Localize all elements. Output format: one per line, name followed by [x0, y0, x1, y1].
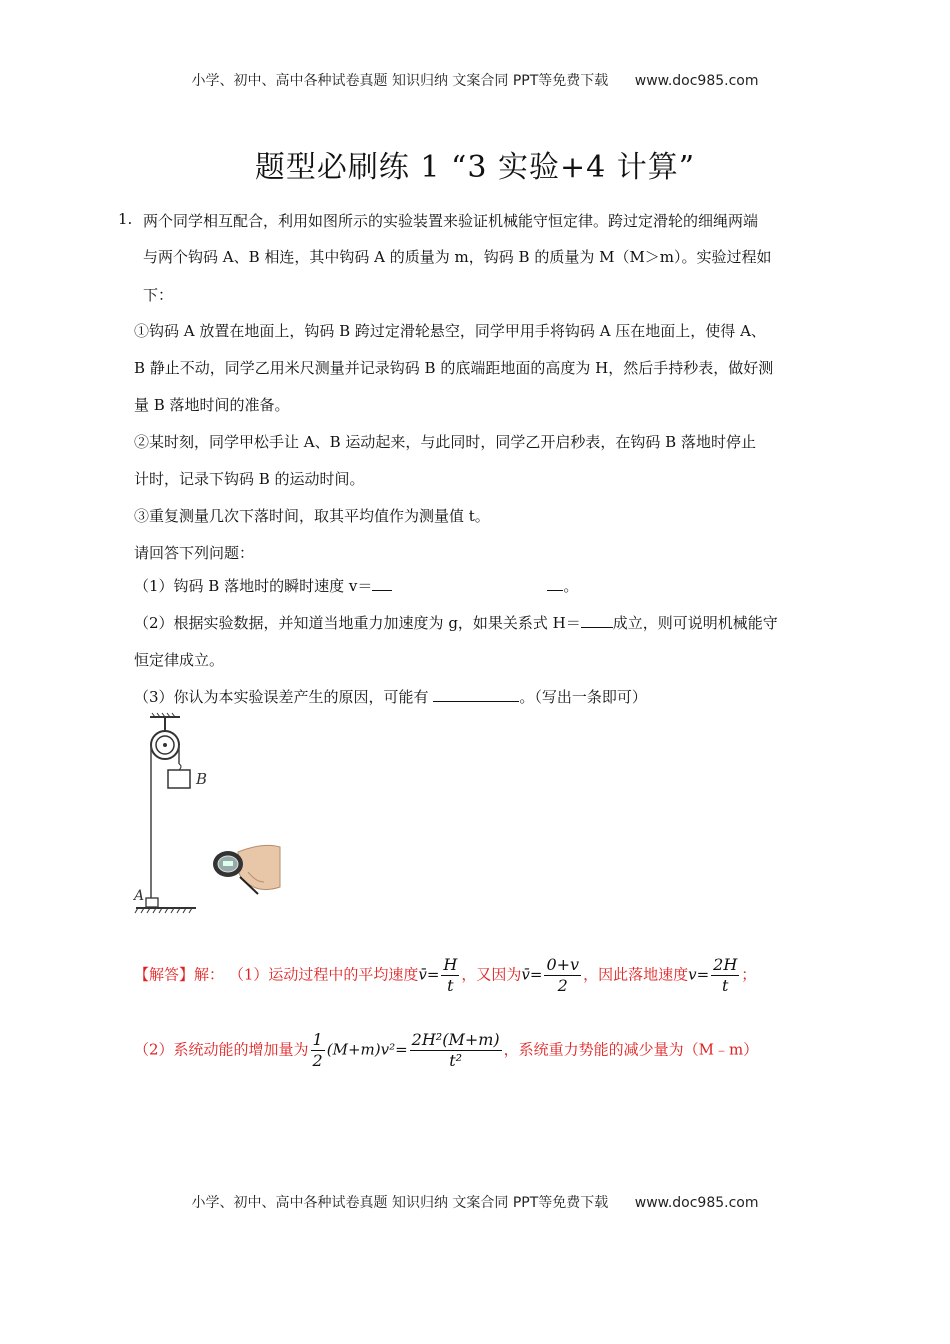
frac-den-t2: t²: [449, 1051, 463, 1070]
question-3: [134, 686, 647, 707]
frac-h-over-t: [441, 955, 459, 996]
answer-p1-b: ，又因为: [461, 965, 522, 984]
hook-icon: [179, 764, 181, 770]
problem-line-2: 与两个钩码 A、B 相连，其中钩码 A 的质量为 m，钩码 B 的质量为 M（M＞m）。实验过程如: [143, 248, 772, 266]
eq-3: =: [696, 965, 710, 984]
label-b: B: [196, 770, 208, 788]
answer-p1-c: ，因此落地速度: [583, 965, 689, 984]
header-text: 小学、初中、高中各种试卷真题 知识归纳 文案合同 PPT等免费下载: [191, 73, 609, 89]
answer-line-1: [134, 955, 756, 996]
frac-num-2h: 2H: [713, 955, 738, 974]
problem-number: 1.: [118, 210, 133, 228]
frac-num-1: 1: [312, 1030, 323, 1049]
stopwatch-in-hand-icon: [213, 845, 280, 894]
frac-num-0v: 0+v: [546, 955, 580, 974]
frac-half: [311, 1030, 325, 1071]
frac-ke: [410, 1030, 502, 1071]
problem-line-3: 下：: [143, 286, 174, 304]
answer-line-2: [134, 1030, 758, 1071]
pulley-icon: [151, 731, 179, 759]
question-2: [134, 612, 778, 633]
answer-p1-a: （1）运动过程中的平均速度: [228, 965, 419, 984]
q1-prefix: （1）钩码 B 落地时的瞬时速度 v＝: [134, 577, 373, 595]
frac-num-ke: 2H²(M+m): [411, 1030, 500, 1049]
frac-den-2b: 2: [312, 1051, 323, 1070]
problem-line-9: ③重复测量几次下落时间，取其平均值作为测量值 t。: [134, 507, 490, 525]
answer-p1-end: ；: [741, 965, 757, 984]
problem-line-1: 两个同学相互配合，利用如图所示的实验装置来验证机械能守恒定律。跨过定滑轮的细绳两端: [143, 212, 759, 230]
answer-jie: 解：: [194, 965, 225, 984]
problem-line-5: B 静止不动，同学乙用米尺测量并记录钩码 B 的底端距地面的高度为 H，然后手持秒表，做好测: [134, 359, 774, 377]
q1-suffix: 。: [563, 577, 579, 595]
problem-line-8: 计时，记录下钩码 B 的运动时间。: [134, 470, 365, 488]
experiment-figure: [130, 712, 290, 917]
block-b: [168, 770, 190, 788]
footer-text: 小学、初中、高中各种试卷真题 知识归纳 文案合同 PPT等免费下载: [191, 1195, 609, 1211]
ground: [135, 908, 196, 913]
eq-1: =: [426, 965, 440, 984]
header-url[interactable]: www.doc985.com: [634, 73, 759, 89]
problem-line-4: ①钩码 A 放置在地面上，钩码 B 跨过定滑轮悬空，同学甲用手将钩码 A 压在地面上，使得 A、: [134, 322, 766, 340]
frac-den-t-2: t: [722, 976, 729, 995]
question-1: [134, 575, 578, 596]
q1-blank-a[interactable]: [372, 576, 392, 591]
answer-tag: 【解答】: [134, 965, 195, 984]
problem-line-6: 量 B 落地时间的准备。: [134, 396, 290, 414]
eq-4: =: [395, 1040, 408, 1059]
label-a: A: [134, 888, 145, 904]
q3-prefix: （3）你认为本实验误差产生的原因，可能有: [134, 688, 434, 706]
question-2-line-2: 恒定律成立。: [134, 651, 225, 669]
frac-num-h: H: [443, 955, 458, 974]
vbar-2: v̄: [521, 965, 530, 984]
footer-url[interactable]: www.doc985.com: [634, 1195, 759, 1211]
answer-p2-b: ，系统重力势能的减少量为（M﹣m）: [503, 1040, 759, 1059]
q2-blank[interactable]: [581, 613, 613, 628]
frac-2h-over-t: [711, 955, 739, 996]
problem-line-10: 请回答下列问题：: [134, 544, 255, 562]
v-symbol: v: [688, 965, 697, 984]
q2-suffix: 成立，则可说明机械能守: [612, 614, 778, 632]
problem-line-7: ②某时刻，同学甲松手让 A、B 运动起来，与此同时，同学乙开启秒表，在钩码 B 落地时停止: [134, 433, 756, 451]
vbar-1: v̄: [418, 965, 427, 984]
eq-2: =: [529, 965, 543, 984]
q3-blank[interactable]: [433, 687, 519, 702]
q1-blank-b[interactable]: [547, 576, 563, 591]
q3-suffix: 。（写出一条即可）: [519, 688, 647, 706]
block-a: [146, 898, 158, 907]
page-footer: [0, 1192, 950, 1212]
frac-den-2: 2: [557, 976, 568, 995]
mass-sum-v2: (M+m)v²: [326, 1040, 396, 1059]
q2-prefix: （2）根据实验数据，并知道当地重力加速度为 g，如果关系式 H＝: [134, 614, 581, 632]
frac-den-t: t: [447, 976, 454, 995]
frac-v-over-2: [544, 955, 581, 996]
page-header: [0, 70, 950, 90]
page-title: 题型必刷练 1 “3 实验+4 计算”: [254, 150, 696, 185]
answer-p2-a: （2）系统动能的增加量为: [134, 1040, 309, 1059]
